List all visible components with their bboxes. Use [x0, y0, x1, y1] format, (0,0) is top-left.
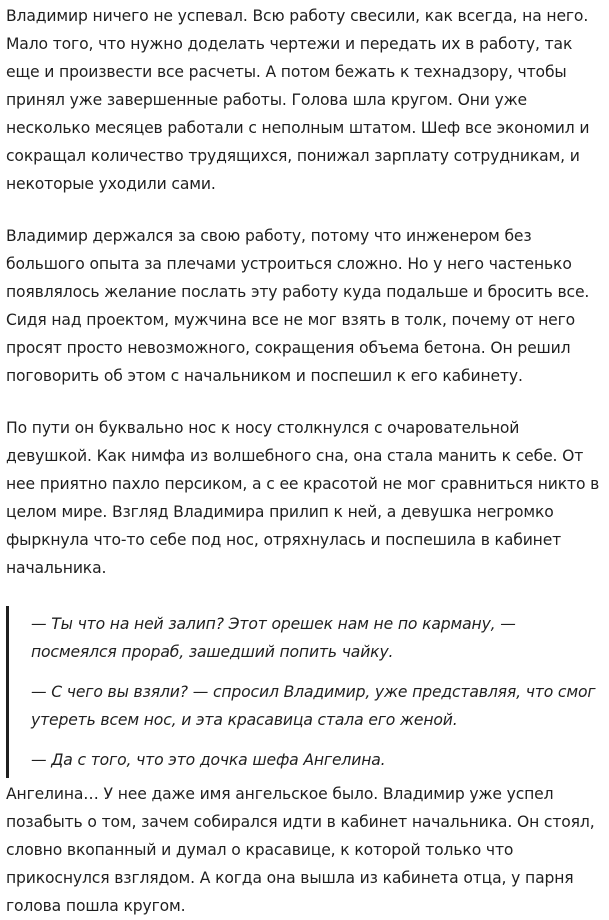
paragraph-1: Владимир ничего не успевал. Всю работу свесили, как всегда, на него. Мало того, что нужно доделать чертежи и передать их в работу, так еще и произвести все расчеты. А потом бежать к технадзору, чтобы принял уже завершенные работы. Голова шла кругом. Они уже несколько месяцев работали с неполным штатом. Шеф все экономил и сокращал количество трудящихся, понижал зарплату сотрудникам, и некоторые уходили сами.	[6, 7, 590, 193]
paragraph-3: По пути он буквально нос к носу столкнулся с очаровательной девушкой. Как нимфа из волшебного сна, она стала манить к себе. От нее приятно пахло персиком, а с ее красотой не мог сравниться никто в целом мире. Взгляд Владимира прилип к ней, а девушка негромко фыркнула что-то себе под нос, отряхнулась и поспешила в кабинет начальника.	[6, 419, 600, 577]
quote-line-2: — С чего вы взяли? — спросил Владимир, уже представляя, что смог утереть всем нос, и эта красавица стала его женой.	[31, 683, 596, 729]
quote-line-1: — Ты что на ней залип? Этот орешек нам не по карману, — посмеялся прораб, зашедший попить чайку.	[31, 615, 516, 661]
paragraph-2: Владимир держался за свою работу, потому что инженером без большого опыта за плечами устроиться сложно. Но у него частенько появлялось желание послать эту работу куда подальше и бросить все. Сидя над проектом, мужчина все не мог взять в толк, почему от него просят просто невозможного, сокращения объема бетона. Он решил поговорить об этом с начальником и поспешил к его кабинету.	[6, 227, 590, 385]
quote-line-3: — Да с того, что это дочка шефа Ангелина.	[31, 751, 386, 769]
closing-paragraph: Ангелина… У нее даже имя ангельское было. Владимир уже успел позабыть о том, зачем собирался идти в кабинет начальника. Он стоял, словно вкопанный и думал о красавице, к которой только что прикоснулся взглядом. А когда она вышла из кабинета отца, у парня голова пошла кругом.	[6, 785, 595, 915]
blockquote	[6, 606, 609, 778]
